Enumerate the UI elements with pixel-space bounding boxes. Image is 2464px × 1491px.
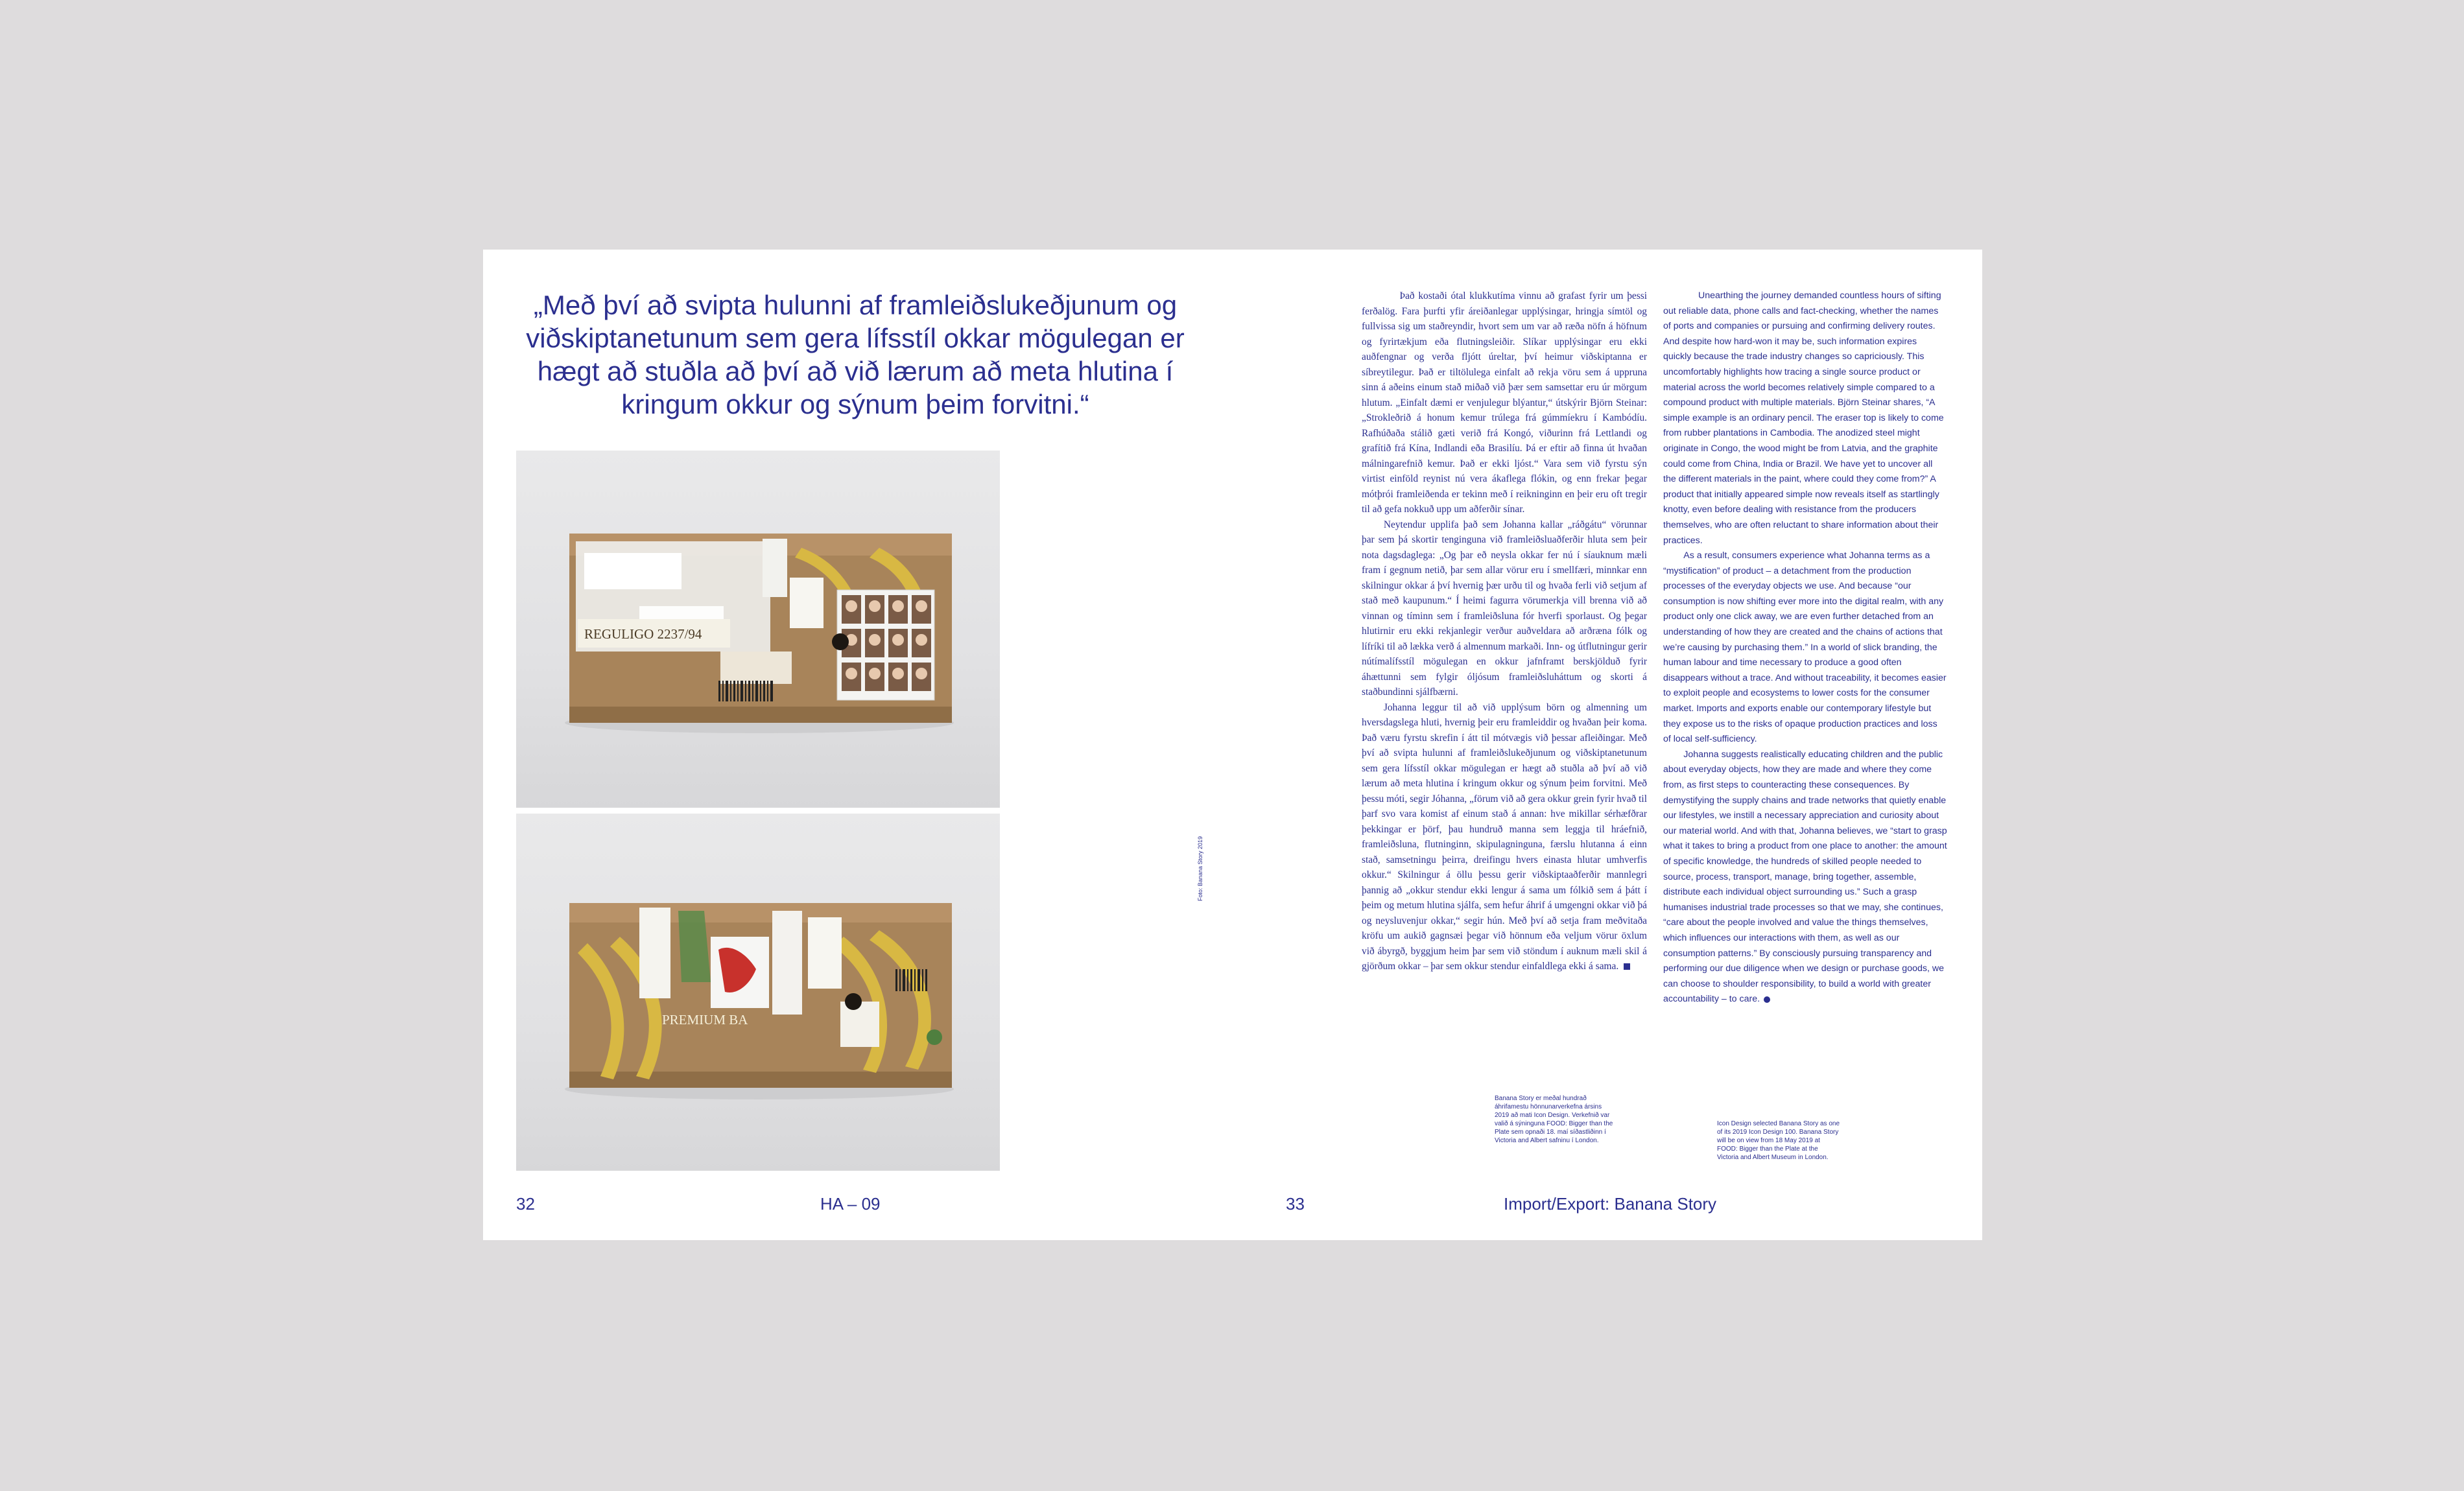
page-number-left: 32 [516,1194,535,1214]
pull-quote: „Með því að svipta hulunni af framleiðslukeðjunum og viðskiptanetunum sem gera lífsstíl okkar mögulegan er hægt að stuðla að því að við lærum að meta hlutina í kringum okkur og sýnum þeim forvitni.“ [526,290,1185,419]
footnote-icelandic: Banana Story er meðal hundrað áhrifamestu hönnunarverkefna ársins 2019 að mati Icon Design. Verkefnið var valið á sýninguna FOOD: Bigger than the Plate sem opnaði 18. maí síðastliðinn í Victoria and Albert safninu í London. [1495,1095,1613,1144]
icelandic-paragraph: Neytendur upplifa það sem Johanna kallar „ráðgátu“ vörunnar þar sem þá skortir tenginguna við framleiðsluaðferðir hluta sem þeir nota dagsdaglega: „Og þar eð neysla okkar fer nú í síauknum mæli fram í gegnum netið, þar sem allar vörur eru í smellfæri, minnkar enn skilningur okkar á því hvernig þær urðu til og hvaða ferli við setjum af stað með kaupunum.“ Í heimi fagurra vörumerkja vill brenna við að vinnan og tíminn sem í framleiðsluna fór hverfi sporlaust. Og þegar hlutirnir eru ekki rekjanlegir verður auðveldara að arðræna fólk og lífríki til að lækka verð á almennum markaði. Inn- og útflutningur gerir nútímalífsstíl mögulegan en okkur jafnframt berskjölduð fyrir áhættunni sem fylgir óljósum framleiðsluháttum og skorti á staðbundinni sjálfbærni. [1362,519,1647,698]
banana-box-photo-1 [516,451,1000,808]
end-square-icon [1624,963,1630,970]
footnote-english: Icon Design selected Banana Story as one of its 2019 Icon Design 100. Banana Story will be on view from 18 May 2019 at FOOD: Bigger than the Plate at the Victoria and Albert Museum in London. [1717,1120,1840,1161]
icelandic-body-text [1362,288,1647,1102]
photo-2-box-label: PREMIUM BA [662,1012,748,1027]
english-paragraph: As a result, consumers experience what Johanna terms as a “mystification” of product – a detachment from the production processes of the everyday objects we use. And because “our consumption is now shifting ever more into the digital realm, with any product only one click away, we are even further detached from an understanding of how they are created and the chains of actions that we’re causing by purchasing them.” In a world of slick branding, the human labour and time necessary to produce a good often disappears without a trace. And without traceability, it becomes easier to exploit people and ecosystems to lower costs for the consumer market. Imports and exports enable our contemporary lifestyle but they expose us to the risks of opaque production practices and loss of local self-sufficiency. [1663,550,1947,745]
banana-box-photo-2 [516,814,1000,1171]
english-body-text [1663,288,1947,1115]
running-title-left: HA – 09 [820,1194,881,1214]
page-number-right: 33 [1286,1194,1305,1214]
english-paragraph: Unearthing the journey demanded countless hours of sifting out reliable data, phone calls and fact-checking, whether the names of ports and companies or pursuing and confirming delivery routes. And despite how hard-won it may be, such information expires quickly because the trade industry changes so capriciously. This uncomfortably highlights how tracing a single source product or material across the world becomes relatively simple compared to a compound product with multiple materials. Björn Steinar shares, “A simple example is an ordinary pencil. The eraser top is likely to come from rubber plantations in Cambodia. The anodized steel might originate in Congo, the wood might be from Latvia, and the graphite could come from China, India or Brazil. We have yet to uncover all the different materials in the paint, where could they come from?” A product that initially appeared simple now reveals itself as startlingly knotty, even before dealing with resistance from the producers themselves, who are often reluctant to share information about their practices. [1663,290,1944,546]
icelandic-paragraph: Johanna leggur til að við upplýsum börn og almenning um hversdagslega hluti, hvernig þeir eru framleiddir og hvaðan þeir koma. Það væru fyrstu skrefin í átt til mótvægis við þessar afleiðingar. Með því að svipta hulunni af framleiðslukeðjunum og viðskiptanetunum sem gera lífsstíl okkar mögulegan er hægt að stuðla að því að við lærum að meta hlutina í kringum okkur og sýnum þeim forvitni. Með þessu móti, segir Jóhanna, „förum við að gera okkur grein fyrir hvað til þarf svo vara komist af einum stað á annan: hve mikillar sérhæfðrar þekkingar er þörf, þau hundruð manna sem leggja til hráefnið, framleiðsluna, flutninginn, skipulagninguna, færslu hlutanna á einn stað, samsetningu þeirra, dreifingu hvers einasta hlutar umhverfis okkur.“ Skilningur á öllu þessu gerir viðskiptaaðferðir mannlegri þannig að „okkur stendur ekki lengur á sama um fólkið sem á þátt í þeim og metum hlutina sjálfa, sem hefur áhrif á umgengni okkar við þá og neysluvenjur okkar,“ segir hún. Með því að setja fram meðvitaða kröfu um aukið gagnsæi þegar við hönnum eða veljum vörur öxlum við ábyrgð, byggjum heim þar sem við stöndum í auknum mæli skil á gjörðum okkar – þar sem okkur stendur einfaldlega ekki á sama. [1362,701,1647,972]
icelandic-paragraph: Það kostaði ótal klukkutíma vinnu að grafast fyrir um þessi ferðalög. Fara þurfti yfir áreiðanlegar upplýsingar, hringja símtöl og fullvissa sig um staðreyndir, hvort sem um var að ræða nöfn á höfnum og fyrirtækjum eða flutningsleiðir. Slíkar upplýsingar eru ekki auðfengnar og verða fljótt úreltar, því heimur viðskiptanna er síbreytilegur. Það er tiltölulega einfalt að rekja vöru sem á uppruna sinn á aðeins einum stað miðað við þær sem samsettar eru úr mörgum hlutum. „Einfalt dæmi er venjulegur blýantur,“ útskýrir Björn Steinar: „Strokleðrið á honum kemur trúlega frá gúmmíekru í Kambódíu. Rafhúðaða stálið gæti verið frá Kongó, viðurinn frá Lettlandi og grafítið frá Kína, Indlandi eða Brasilíu. Þá er eftir að finna út hvaðan málningarefnið kemur. Það er ekki ljóst.“ Vara sem við fyrstu sýn virtist einföld reynist nú vera ákaflega flókin, og enn frekar þegar mótþrói framleiðenda er tekinn með í reikninginn en þeir eru oft tregir til að gefa nokkuð upp um aðferðir sínar. [1362,290,1647,515]
end-dot-icon [1764,996,1770,1003]
magazine-spread [483,250,1982,1240]
english-paragraph: Johanna suggests realistically educating children and the public about everyday objects, how they are made and where they come from, as first steps to counteracting these consequences. By demystifying the supply chains and trade networks that quietly enable our lifestyles, we instill a necessary appreciation and curiosity about our material world. And with that, Johanna believes, we “start to grasp what it takes to bring a product from one place to another: the amount of specific knowledge, the hundreds of skilled people needed to source, process, transport, manage, bring together, assemble, distribute each individual object surrounding us.” Such a grasp humanises industrial trade processes so that we may, she continues, “care about the people involved and value the things themselves, which influences our interactions with them, as well as our consumption patterns.” By consciously pursuing transparency and performing our due diligence when we design or purchase goods, we can choose to shoulder responsibility, to build a world with greater accountability – to care. [1663,749,1947,1005]
running-title-right: Import/Export: Banana Story [1504,1194,1717,1214]
photo-credit: Foto: Banana Story 2019 [1197,836,1203,901]
photo-1-box-label: REGULIGO 2237/94 [584,626,702,642]
